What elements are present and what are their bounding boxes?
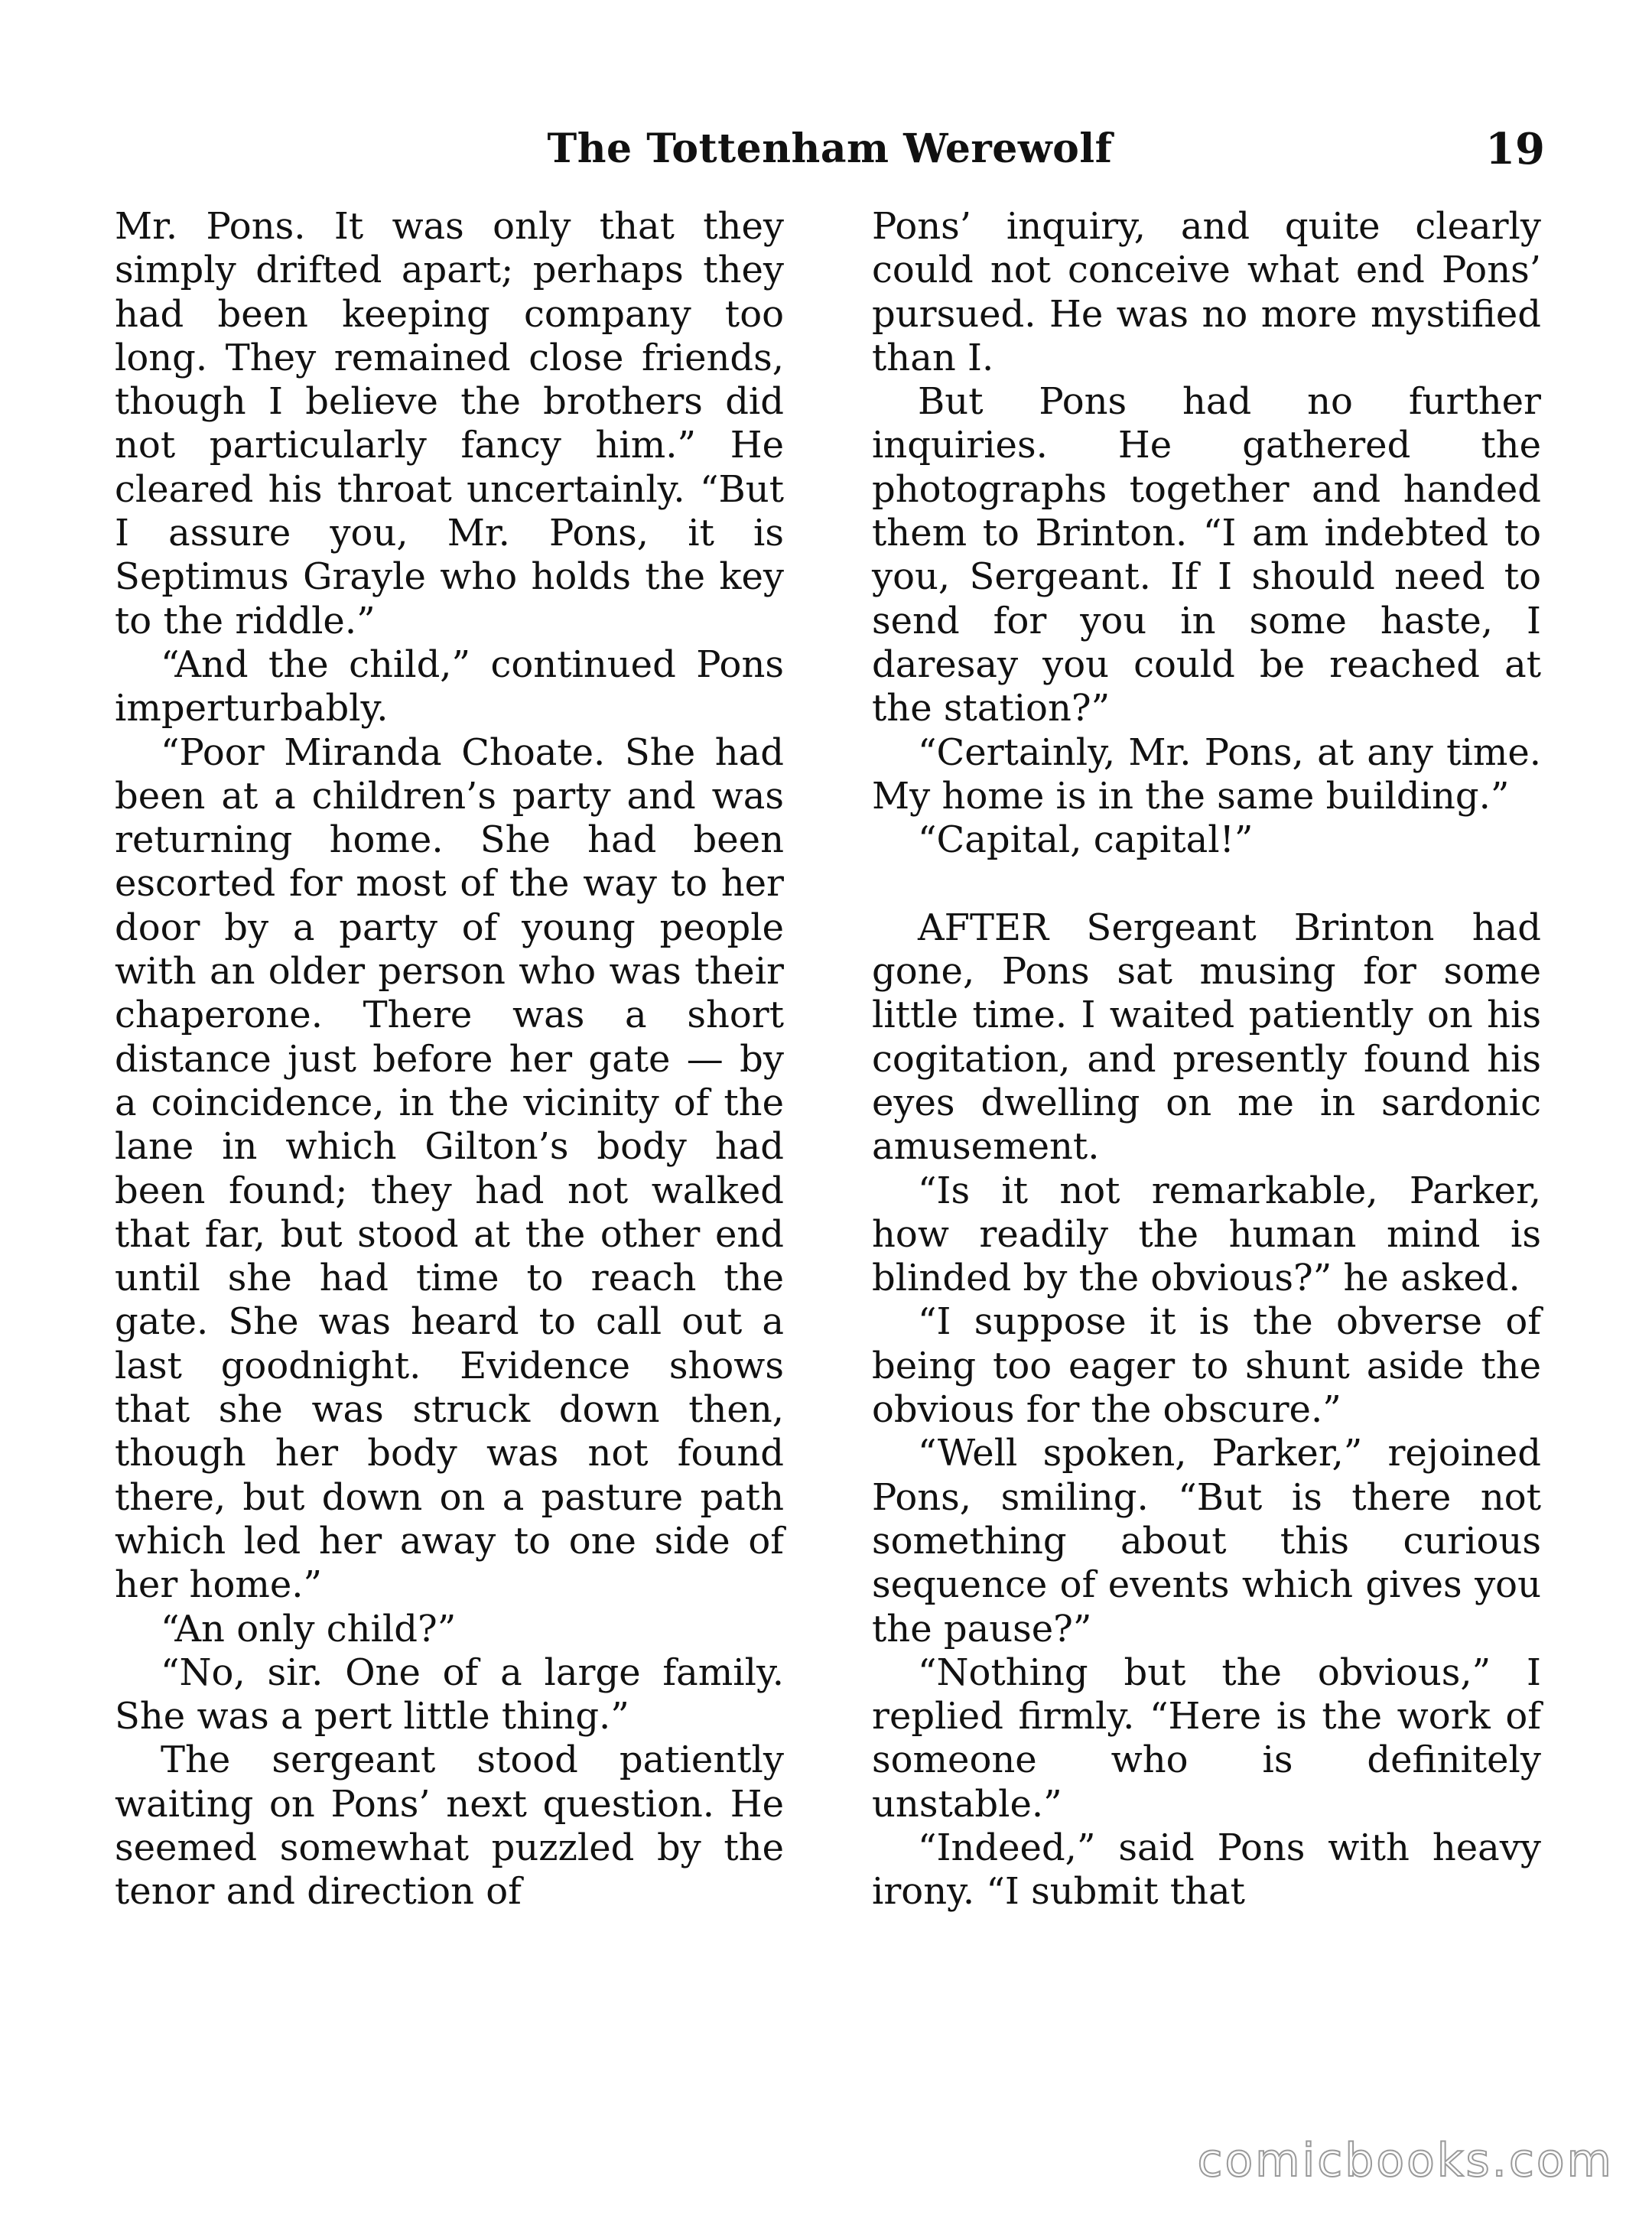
paragraph: But Pons had no further inquiries. He gathered the photographs together and handed them to Brinton. “I am indebted to you, Sergeant. If I should need to send for you in some haste, I daresay you could be reached at the station?” <box>872 380 1541 730</box>
paragraph: “Poor Miranda Choate. She had been at a children’s party and was returning home. She had been escorted for most of the way to her door by a party of young people with an older person who was their chaperone. There was a short distance just before her gate — by a coincidence, in the vicinity of the lane in which Gilton’s body had been found; they had not walked that far, but stood at the other end until she had time to reach the gate. She was heard to call out a last goodnight. Evidence shows that she was struck down then, though her body was not found there, but down on a pasture path which led her away to one side of her home.” <box>115 730 784 1607</box>
paragraph: “And the child,” continued Pons imperturbably. <box>115 642 784 730</box>
running-title: The Tottenham Werewolf <box>547 125 1113 172</box>
section-start-paragraph: AFTER Sergeant Brinton had gone, Pons sat musing for some little time. I waited patiently on his cogitation, and presently found his eyes dwelling on me in sardonic amusement. <box>872 906 1541 1169</box>
paragraph: Mr. Pons. It was only that they simply drifted apart; perhaps they had been keeping company too long. They remained close friends, though I believe the brothers did not particularly fancy him.” He cleared his throat uncertainly. “But I assure you, Mr. Pons, it is Septimus Grayle who holds the key to the riddle.” <box>115 205 784 642</box>
paragraph: “No, sir. One of a large family. She was a pert little thing.” <box>115 1650 784 1738</box>
running-header <box>115 122 1545 176</box>
paragraph: “An only child?” <box>161 1607 457 1650</box>
paragraph: “I suppose it is the obverse of being too eager to shunt aside the obvious for the obscure.” <box>872 1300 1541 1432</box>
paragraph: “Nothing but the obvious,” I replied firmly. “Here is the work of someone who is definitely unstable.” <box>872 1650 1541 1826</box>
paragraph: Pons’ inquiry, and quite clearly could not conceive what end Pons’ pursued. He was no more mystified than I. <box>872 205 1541 379</box>
page-number: 19 <box>1485 124 1545 174</box>
paragraph: “Is it not remarkable, Parker, how readily the human mind is blinded by the obvious?” he asked. <box>872 1169 1541 1300</box>
right-column <box>872 205 1541 1914</box>
paragraph: “Indeed,” said Pons with heavy irony. “I submit that <box>872 1826 1541 1914</box>
left-column <box>115 205 784 1914</box>
paragraph: “Well spoken, Parker,” rejoined Pons, smiling. “But is there not something about this curious sequence of events which gives you the pause?” <box>872 1432 1541 1650</box>
watermark: comicbooks.com <box>1197 2134 1614 2187</box>
paragraph: “Capital, capital!” <box>918 818 1254 862</box>
paragraph: “Certainly, Mr. Pons, at any time. My home is in the same building.” <box>872 730 1541 818</box>
paragraph: The sergeant stood patiently waiting on Pons’ next question. He seemed somewhat puzzled by the tenor and direction of <box>115 1738 784 1914</box>
